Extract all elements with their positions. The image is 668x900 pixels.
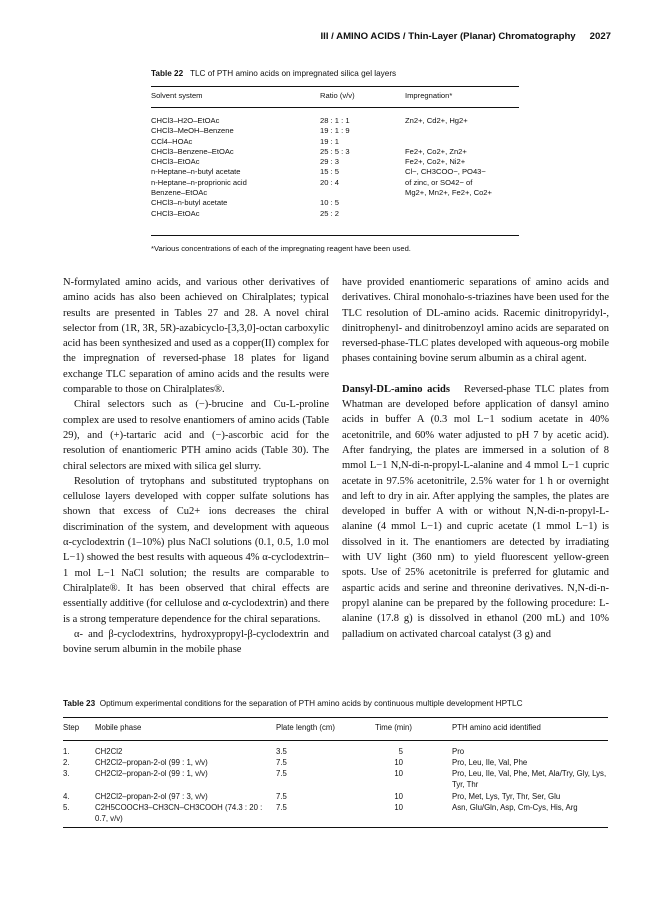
table22-caption: TLC of PTH amino acids on impregnated silica gel layers — [190, 69, 397, 78]
table23-phase: CH2Cl2–propan-2-ol (97 : 3, v/v) — [95, 792, 208, 801]
table23-time: 10 — [394, 769, 403, 778]
table-cell: 25 : 5 : 3 — [320, 146, 350, 156]
table23-col-phase: Mobile phase — [95, 723, 142, 732]
table23-identified: Pro, Met, Lys, Tyr, Thr, Ser, Glu — [452, 792, 561, 801]
table22-ratio-column — [320, 116, 350, 219]
table-cell: CHCl3–H2O–EtOAc — [151, 116, 220, 125]
table23-col-time: Time (min) — [375, 723, 412, 732]
table-cell: n-Heptane–n-butyl acetate — [151, 167, 241, 177]
table23-identified: Pro — [452, 747, 465, 756]
table-cell: Zn2+, Cd2+, Hg2+ — [405, 116, 468, 125]
page-number: 2027 — [589, 31, 611, 42]
table-cell: CHCl3–Benzene–EtOAc — [151, 146, 234, 156]
running-head — [321, 31, 612, 42]
paragraph: have provided enantiomeric separations of amino acids and derivatives. Chiral monohalo-s-triazines have been used for the TLC resolution of DL-amino acids. Racemic dinitropyridyl-, dinitrophenyl- and dinitrobenzoyl amino acids are separated on reversed-phase-TLC plates developed with aqueous-org mobile phases containing bovine serum albumin as a chiral agent. — [342, 277, 609, 365]
table-cell — [405, 137, 492, 147]
table22-solvent-column — [151, 116, 247, 219]
table22-col-impregnation: Impregnation* — [405, 91, 453, 100]
paragraph: Chiral selectors such as (−)-brucine and Cu-L-proline complex are used to resolve enantiomers of amino acids (Table 29), and (+)-tartaric acid and (−)-ascorbic acid for the resolution of enantiomeric PTH amino acids (Table 30). The chiral selectors are mixed with silica gel slurry. — [63, 399, 329, 472]
table23-length: 7.5 — [276, 792, 287, 801]
table23-time: 5 — [398, 747, 403, 756]
table-cell: Mg2+, Mn2+, Fe2+, Co2+ — [405, 188, 492, 198]
table23-step: 3. — [63, 769, 70, 778]
table-cell: 10 : 5 — [320, 198, 339, 208]
table-cell: Benzene–EtOAc — [151, 188, 208, 198]
table23-step: 5. — [63, 803, 70, 812]
table-cell: 20 : 4 — [320, 177, 339, 187]
table22-col-solvent: Solvent system — [151, 91, 203, 100]
table-cell: n-Heptane–n-proprionic acid — [151, 177, 247, 187]
table23-identified: Pro, Leu, Ile, Val, Phe, Met, Ala/Try, Gly, Lys, Tyr, Thr — [452, 769, 607, 789]
table23-length: 7.5 — [276, 803, 287, 812]
table23-phase: CH2Cl2–propan-2-ol (99 : 1, v/v) — [95, 758, 208, 767]
table-cell: 19 : 1 — [320, 136, 339, 146]
table-cell: CHCl3–EtOAc — [151, 208, 200, 218]
table-cell: CHCl3–MeOH–Benzene — [151, 126, 234, 136]
table-cell: of zinc, or SO42− of — [405, 177, 473, 187]
table-cell — [320, 188, 350, 198]
table-cell: 15 : 5 — [320, 167, 339, 177]
table-cell: Fe2+, Co2+, Zn2+ — [405, 146, 467, 156]
table23-length: 3.5 — [276, 747, 287, 756]
table-cell: CCl4–HOAc — [151, 136, 193, 146]
table23-head-rule — [63, 740, 608, 741]
table-cell: 19 : 1 : 9 — [320, 126, 350, 136]
table-cell: 25 : 2 — [320, 208, 339, 218]
table23-phase: CH2Cl2–propan-2-ol (99 : 1, v/v) — [95, 769, 208, 778]
table-cell: 29 : 3 — [320, 157, 339, 167]
paragraph: N-formylated amino acids, and various other derivatives of amino acids has also been achieved on Chiralplates; typical results are presented in Tables 27 and 28. A novel chiral selector from (1R, 3R, 5R)-azabicyclo-[3,3,0]-octan carboxylic acid has been synthesized and used as a copper(II) complex for the impregnation of reversed-phase 18 plates for ligand exchange TLC separation of amino acids and the results were comparable to those on Chiralplates®. — [63, 277, 329, 396]
table23-phase: CH2Cl2 — [95, 747, 123, 756]
table23-caption: Optimum experimental conditions for the separation of PTH amino acids by continuous multiple development HPTLC — [99, 699, 523, 708]
table23-identified: Asn, Glu/Gln, Asp, Cm-Cys, His, Arg — [452, 803, 578, 812]
table23-label: Table 23 — [63, 699, 96, 708]
table23-time: 10 — [394, 758, 403, 767]
table22-impregnation-column — [405, 116, 492, 198]
running-head-title: III / AMINO ACIDS / Thin-Layer (Planar) Chromatography — [320, 31, 576, 42]
section-heading: Dansyl-DL-amino acids — [342, 383, 450, 395]
table-cell: CHCl3–EtOAc — [151, 157, 200, 167]
table23-identified: Pro, Leu, Ile, Val, Phe — [452, 758, 528, 767]
table23-time: 10 — [394, 792, 403, 801]
table23-bottom-rule — [63, 827, 608, 828]
paragraph: Resolution of trytophans and substituted tryptophans on cellulose layers developed with copper sulfate solutions has shown that excess of Cu2+ ions decreases the chiral discrimination of the system, and development with aqueous α-cyclodextrin (1–10%) plus NaCl solutions (0.1, 0.5, 1.0 mol L−1) showed the best results with aqueous 4% α-cyclodextrin–1 mol L−1 NaCl solution; the results are comparable to Chiralplate®. It has been observed that chiral effects are essentially additive (for cellulose and α-cyclodextrin) and there is a strong temperature dependence for the chiral separations. — [63, 475, 329, 625]
table23-length: 7.5 — [276, 758, 287, 767]
table23-phase: C2H5COOCH3–CH3CN–CH3COOH (74.3 : 20 : 0.7, v/v) — [95, 803, 263, 823]
body-right-column — [342, 275, 609, 642]
table-cell: Fe2+, Co2+, Ni2+ — [405, 157, 466, 167]
table23-title — [63, 699, 523, 708]
body-left-column — [63, 275, 329, 657]
table22-footnote: *Various concentrations of each of the impregnating reagent have been used. — [151, 244, 411, 253]
table23-col-length: Plate length (cm) — [276, 723, 335, 732]
paragraph: α- and β-cyclodextrins, hydroxypropyl-β-cyclodextrin and bovine serum albumin in the mobile phase — [63, 628, 329, 656]
table22-top-rule — [151, 86, 519, 87]
table23-col-step: Step — [63, 723, 80, 732]
table23-step: 4. — [63, 792, 70, 801]
table-cell: Cl−, CH3COO−, PO43− — [405, 167, 486, 177]
table-cell — [405, 126, 492, 136]
table23-top-rule — [63, 717, 608, 718]
table22-head-rule — [151, 107, 519, 108]
table23-col-identified: PTH amino acid identified — [452, 723, 541, 732]
table23-step: 1. — [63, 747, 70, 756]
paragraph — [342, 382, 609, 642]
table-cell: 28 : 1 : 1 — [320, 116, 350, 125]
paragraph-text: Reversed-phase TLC plates from Whatman are developed before application of dansyl amino acids in buffer A (0.3 mol L−1 sodium acetate in 40% acetonitrile, and 60% water adjusted to pH 7 by acetic acid). After fandrying, the plates are immersed in a solution of 8 mmol L−1 N,N-di-n-propyl-L-alanine and 4 mmol L−1 cupric acetate in 97.5% acetonitrile, 2.5% water for 1 h or overnight and left to dry in air. After applying the samples, the plates are developed in buffer A with or without N,N-di-n-propyl-L-alanine (4 mmol L−1) and cupric acetate (1 mmol L−1) is dissolved in it. The enantiomers are detected by irradiating with UV light (360 nm) to yield fluorescent yellow-green spots. Use of 25% acetonitrile is preferred for glutamic and aspartic acids and serine and threonine derivatives. N,N-di-n-propyl alanine can be prepared by the following procedure: L-alanine (17.8 g) is dissolved in ethanol (200 mL) and 10% palladium on activated charcoal catalyst (3 g) and — [342, 383, 610, 640]
table22-bottom-rule — [151, 235, 519, 236]
table-cell: CHCl3–n-butyl acetate — [151, 198, 228, 208]
table23-step: 2. — [63, 758, 70, 767]
table22-label: Table 22 — [151, 69, 184, 78]
table23-time: 10 — [394, 803, 403, 812]
table22-title — [151, 69, 396, 78]
table23-length: 7.5 — [276, 769, 287, 778]
table22-col-ratio: Ratio (v/v) — [320, 91, 355, 100]
